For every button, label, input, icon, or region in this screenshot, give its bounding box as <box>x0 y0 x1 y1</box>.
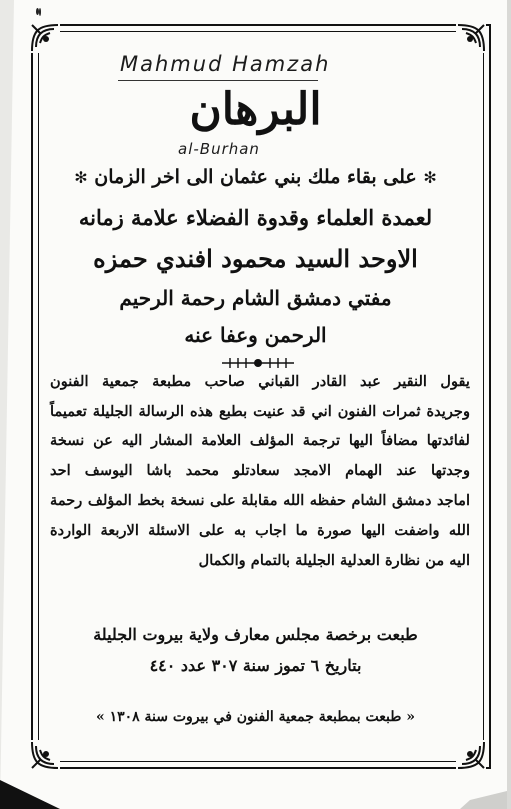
body-text-line: وجدتها عند الهمام الامجد سعادتلو محمد باشا اليوسف احد <box>50 462 470 479</box>
book-subtitle-text: على بقاء ملك بني عثمان الى اخر الزمان <box>94 166 417 188</box>
license-line: بتاريخ ٦ تموز سنة ٣٠٧ عدد ٤٤٠ <box>149 656 362 675</box>
body-text-line: اماجد دمشق الشام حفظه الله مقابلة على نسخة بخط المؤلف رحمة <box>50 492 470 509</box>
printer-colophon: « طبعت بمطبعة جمعية الفنون في بيروت سنة ١٣٠٨ » <box>95 709 416 725</box>
inner-border-frame <box>38 31 484 762</box>
ink-speck <box>39 8 41 16</box>
corner-ornament-bottom-left <box>28 738 62 772</box>
dedication-line: لعمدة العلماء وقدوة الفضلاء علامة زمانه <box>78 205 433 230</box>
body-text-line: لفائدتها مضافاً اليها ترجمة المؤلف العلامة المشار اليه عن نسخة <box>50 432 470 449</box>
handwritten-owner-name: Mahmud Hamzah <box>120 52 331 76</box>
star-mark-left: ✻ <box>74 168 88 187</box>
license-line: طبعت برخصة مجلس معارف ولاية بيروت الجليلة <box>93 625 418 644</box>
dedication-line: الاوحد السيد محمود افندي حمزه <box>93 244 418 273</box>
handwritten-transliteration: al-Burhan <box>178 140 260 158</box>
ornamental-divider <box>220 355 296 371</box>
book-title: البرهان <box>189 84 322 135</box>
body-text-line: يقول النقير عبد القادر القباني صاحب مطبعة جمعية الفنون <box>50 373 470 390</box>
dedication-line: الرحمن وعفا عنه <box>184 323 327 347</box>
corner-ornament-top-left <box>28 21 62 55</box>
corner-ornament-top-right <box>454 21 488 55</box>
body-text-line: اليه من نظارة العدلية الجليلة بالتمام والكمال <box>198 552 470 569</box>
star-mark-right: ✻ <box>423 168 437 187</box>
handwritten-underline <box>118 80 318 81</box>
body-text-line: وجريدة ثمرات الفنون اني قد عنيت بطبع هذه الرسالة الجليلة تعميماً <box>50 403 470 420</box>
dedication-line: مفتي دمشق الشام رحمة الرحيم <box>119 286 392 310</box>
body-text-line: الله واضفت اليها صورة ما اجاب به على الاسئلة الاربعة الواردة <box>50 522 470 539</box>
corner-ornament-bottom-right <box>454 738 488 772</box>
book-subtitle <box>0 166 511 188</box>
